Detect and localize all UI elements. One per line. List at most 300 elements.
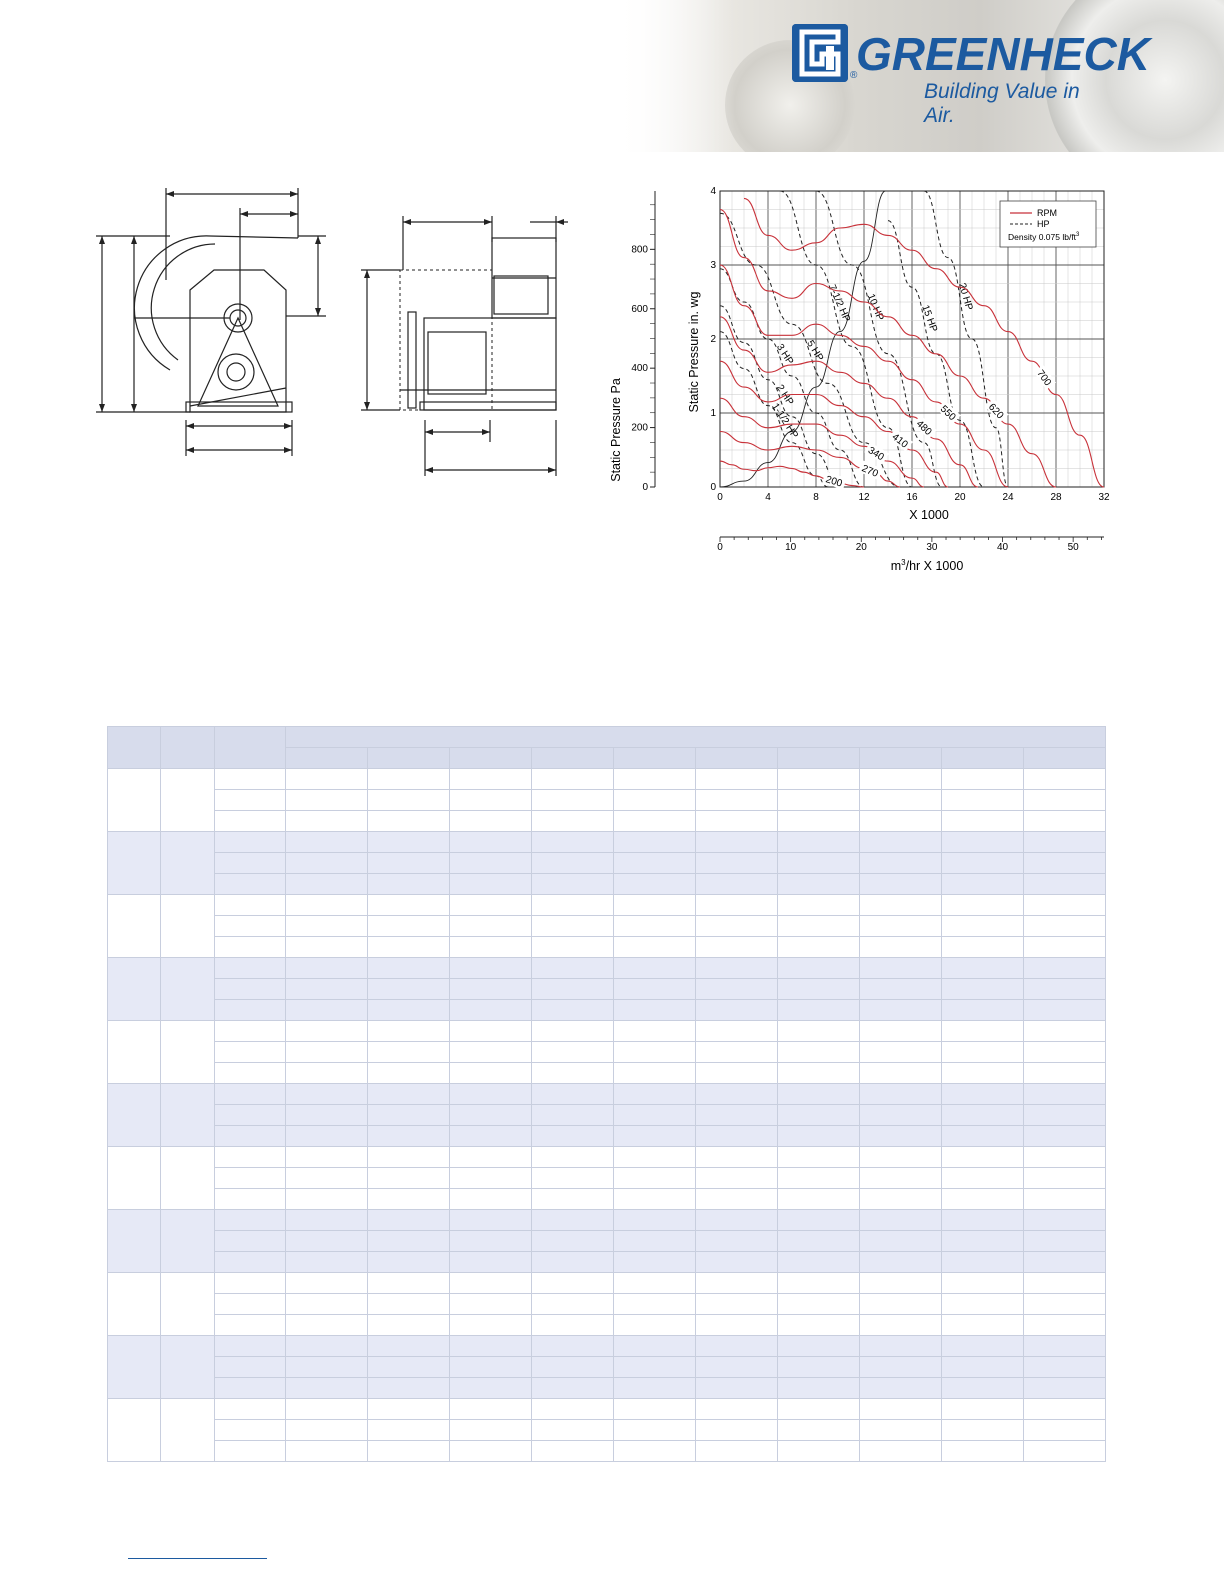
table-cell bbox=[368, 1042, 450, 1063]
table-cell bbox=[450, 748, 532, 769]
table-cell bbox=[778, 1315, 860, 1336]
table-cell bbox=[942, 1336, 1024, 1357]
table-cell bbox=[778, 1273, 860, 1294]
table-cell bbox=[108, 1147, 161, 1210]
rpm-line-label: 550 bbox=[937, 403, 958, 424]
table-cell bbox=[161, 769, 215, 832]
table-cell bbox=[696, 1210, 778, 1231]
table-cell bbox=[108, 1084, 161, 1147]
table-cell bbox=[286, 1105, 368, 1126]
footer-link-underline bbox=[128, 1558, 267, 1559]
table-cell bbox=[614, 937, 696, 958]
table-cell bbox=[696, 832, 778, 853]
hp-line-label: 15 HP bbox=[919, 303, 940, 334]
table-cell bbox=[215, 1231, 286, 1252]
table-cell bbox=[532, 1231, 614, 1252]
table-cell bbox=[696, 1315, 778, 1336]
table-cell bbox=[860, 769, 942, 790]
table-cell bbox=[215, 1189, 286, 1210]
table-cell bbox=[860, 853, 942, 874]
rpm-line-label: 340 bbox=[865, 445, 886, 464]
table-cell bbox=[215, 874, 286, 895]
table-cell bbox=[450, 1126, 532, 1147]
table-cell bbox=[368, 1420, 450, 1441]
x-tick-label: 32 bbox=[1098, 492, 1110, 503]
table-cell bbox=[161, 1399, 215, 1462]
table-cell bbox=[215, 1084, 286, 1105]
table-cell bbox=[778, 1252, 860, 1273]
table-cell bbox=[778, 1378, 860, 1399]
table-cell bbox=[1024, 916, 1106, 937]
table-cell bbox=[696, 1063, 778, 1084]
table-cell bbox=[778, 937, 860, 958]
table-cell bbox=[696, 853, 778, 874]
table-cell bbox=[368, 1168, 450, 1189]
y-tick-label: 1 bbox=[710, 408, 716, 419]
table-cell bbox=[1024, 1126, 1106, 1147]
table-cell bbox=[614, 1399, 696, 1420]
table-cell bbox=[614, 1441, 696, 1462]
table-cell bbox=[860, 1126, 942, 1147]
table-cell bbox=[860, 1000, 942, 1021]
table-cell bbox=[532, 1378, 614, 1399]
table-cell bbox=[450, 1063, 532, 1084]
table-cell bbox=[860, 1336, 942, 1357]
table-cell bbox=[108, 1273, 161, 1336]
table-cell bbox=[1024, 1273, 1106, 1294]
table-row bbox=[108, 1357, 1106, 1378]
table-cell bbox=[450, 1315, 532, 1336]
table-cell bbox=[286, 790, 368, 811]
performance-chart-svg bbox=[600, 180, 1120, 580]
table-row bbox=[108, 979, 1106, 1000]
table-cell bbox=[450, 1210, 532, 1231]
table-cell bbox=[778, 1063, 860, 1084]
table-cell bbox=[778, 790, 860, 811]
table-cell bbox=[286, 1336, 368, 1357]
table-cell bbox=[860, 979, 942, 1000]
table-cell bbox=[1024, 1084, 1106, 1105]
table-cell bbox=[860, 1189, 942, 1210]
table-cell bbox=[696, 1252, 778, 1273]
table-row bbox=[108, 769, 1106, 790]
table-cell bbox=[215, 832, 286, 853]
x-axis-title: X 1000 bbox=[909, 508, 949, 522]
table-cell bbox=[286, 958, 368, 979]
table-cell bbox=[778, 1168, 860, 1189]
rpm-line-label: 410 bbox=[889, 431, 910, 451]
table-cell bbox=[860, 874, 942, 895]
table-row bbox=[108, 1252, 1106, 1273]
x-tick-label: 24 bbox=[1002, 492, 1014, 503]
table-cell bbox=[696, 937, 778, 958]
table-cell bbox=[215, 1294, 286, 1315]
table-cell bbox=[286, 1021, 368, 1042]
table-cell bbox=[614, 790, 696, 811]
table-cell bbox=[532, 1126, 614, 1147]
table-cell bbox=[532, 1084, 614, 1105]
table-cell bbox=[778, 832, 860, 853]
table-cell bbox=[1024, 1357, 1106, 1378]
table-cell bbox=[532, 958, 614, 979]
performance-table bbox=[107, 726, 1105, 1462]
greenheck-mark-icon bbox=[792, 24, 848, 82]
table-cell bbox=[286, 832, 368, 853]
table-cell bbox=[778, 1357, 860, 1378]
table-cell bbox=[532, 1294, 614, 1315]
rpm-line-label: 480 bbox=[913, 418, 934, 438]
table-cell bbox=[161, 1084, 215, 1147]
table-cell bbox=[614, 1126, 696, 1147]
table-cell bbox=[532, 1420, 614, 1441]
table-cell bbox=[778, 1399, 860, 1420]
table-cell bbox=[860, 916, 942, 937]
table-cell bbox=[860, 1231, 942, 1252]
table-row bbox=[108, 853, 1106, 874]
greenheck-logo bbox=[792, 24, 1150, 127]
table-cell bbox=[1024, 748, 1106, 769]
table-cell bbox=[1024, 1063, 1106, 1084]
table-cell bbox=[450, 1147, 532, 1168]
pa-tick-label: 200 bbox=[631, 422, 648, 434]
m3-tick-label: 50 bbox=[1067, 542, 1079, 553]
table-row bbox=[108, 1021, 1106, 1042]
table-cell bbox=[368, 1189, 450, 1210]
table-cell bbox=[532, 769, 614, 790]
table-cell bbox=[215, 1063, 286, 1084]
table-cell bbox=[108, 1399, 161, 1462]
table-cell bbox=[942, 958, 1024, 979]
table-cell bbox=[450, 811, 532, 832]
table-cell bbox=[860, 1294, 942, 1315]
table-cell bbox=[532, 1252, 614, 1273]
brand-name: GREENHECK bbox=[856, 28, 1150, 80]
table-cell bbox=[368, 1336, 450, 1357]
rpm-line-label: 620 bbox=[985, 401, 1006, 422]
table-cell bbox=[614, 1147, 696, 1168]
hp-line-label: 10 HP bbox=[864, 292, 886, 323]
table-cell bbox=[614, 1336, 696, 1357]
table-cell bbox=[215, 853, 286, 874]
table-cell bbox=[778, 811, 860, 832]
table-cell bbox=[614, 1189, 696, 1210]
rpm-line-label: 700 bbox=[1034, 368, 1053, 389]
table-cell bbox=[942, 1315, 1024, 1336]
table-row bbox=[108, 958, 1106, 979]
table-cell bbox=[942, 1000, 1024, 1021]
legend-hp-label: HP bbox=[1037, 219, 1050, 229]
rpm-line-label: 200 bbox=[824, 474, 844, 490]
table-cell bbox=[215, 1357, 286, 1378]
table-cell bbox=[1024, 1336, 1106, 1357]
table-row bbox=[108, 1147, 1106, 1168]
table-cell bbox=[860, 937, 942, 958]
table-cell bbox=[942, 895, 1024, 916]
table-cell bbox=[532, 895, 614, 916]
table-cell bbox=[161, 1273, 215, 1336]
table-cell bbox=[286, 1420, 368, 1441]
table-cell bbox=[368, 748, 450, 769]
table-row bbox=[108, 1000, 1106, 1021]
table-cell bbox=[108, 727, 161, 769]
table-cell bbox=[614, 1357, 696, 1378]
table-row bbox=[108, 1315, 1106, 1336]
table-cell bbox=[532, 832, 614, 853]
table-cell bbox=[215, 937, 286, 958]
table-cell bbox=[108, 1021, 161, 1084]
table-cell bbox=[286, 874, 368, 895]
table-cell bbox=[286, 1168, 368, 1189]
table-header-row bbox=[108, 727, 1106, 748]
pa-tick-label: 0 bbox=[642, 482, 648, 493]
hp-line-label: 1-1/2 HP bbox=[769, 401, 800, 441]
table-cell bbox=[450, 769, 532, 790]
chart-legend bbox=[1000, 201, 1096, 247]
table-row bbox=[108, 1084, 1106, 1105]
table-cell bbox=[450, 1105, 532, 1126]
table-cell bbox=[696, 1168, 778, 1189]
m3-tick-label: 20 bbox=[855, 542, 867, 553]
table-cell bbox=[696, 958, 778, 979]
y-tick-label: 4 bbox=[710, 186, 716, 197]
table-cell bbox=[614, 1084, 696, 1105]
table-cell bbox=[942, 1105, 1024, 1126]
table-cell bbox=[286, 1231, 368, 1252]
table-cell bbox=[108, 1210, 161, 1273]
table-cell bbox=[696, 1378, 778, 1399]
svg-text:Density 0.075 lb/ft3 bbox=[1008, 232, 1080, 242]
table-cell bbox=[942, 1441, 1024, 1462]
table-cell bbox=[368, 1441, 450, 1462]
table-cell bbox=[860, 832, 942, 853]
table-cell bbox=[368, 1105, 450, 1126]
table-cell bbox=[532, 1399, 614, 1420]
table-cell bbox=[778, 1126, 860, 1147]
table-cell bbox=[696, 1420, 778, 1441]
table-cell bbox=[215, 1147, 286, 1168]
table-cell bbox=[1024, 1210, 1106, 1231]
table-cell bbox=[860, 1399, 942, 1420]
table-row bbox=[108, 916, 1106, 937]
table-cell bbox=[532, 1273, 614, 1294]
table-cell bbox=[532, 1000, 614, 1021]
table-cell bbox=[1024, 1021, 1106, 1042]
table-cell bbox=[108, 832, 161, 895]
table-cell bbox=[1024, 937, 1106, 958]
table-cell bbox=[942, 1231, 1024, 1252]
table-cell bbox=[532, 1021, 614, 1042]
table-cell bbox=[1024, 1168, 1106, 1189]
table-cell bbox=[942, 1378, 1024, 1399]
table-row bbox=[108, 1105, 1106, 1126]
table-cell bbox=[1024, 1042, 1106, 1063]
table-cell bbox=[532, 1441, 614, 1462]
table-cell bbox=[614, 1420, 696, 1441]
table-cell bbox=[942, 1042, 1024, 1063]
table-cell bbox=[778, 1042, 860, 1063]
table-cell bbox=[1024, 958, 1106, 979]
table-cell bbox=[450, 832, 532, 853]
x-tick-label: 20 bbox=[954, 492, 966, 503]
table-cell bbox=[942, 1063, 1024, 1084]
table-cell bbox=[1024, 874, 1106, 895]
table-cell bbox=[161, 832, 215, 895]
table-cell bbox=[696, 895, 778, 916]
table-cell bbox=[215, 1336, 286, 1357]
table-cell bbox=[532, 937, 614, 958]
table-cell bbox=[778, 958, 860, 979]
table-cell bbox=[450, 937, 532, 958]
table-cell bbox=[942, 790, 1024, 811]
table-cell bbox=[450, 874, 532, 895]
table-cell bbox=[215, 958, 286, 979]
table-cell bbox=[532, 1168, 614, 1189]
table-cell bbox=[696, 769, 778, 790]
table-cell bbox=[215, 1378, 286, 1399]
table-cell bbox=[286, 811, 368, 832]
table-cell bbox=[1024, 895, 1106, 916]
table-cell bbox=[1024, 979, 1106, 1000]
fan-front-and-side-view bbox=[90, 180, 570, 480]
table-row bbox=[108, 790, 1106, 811]
table-cell bbox=[614, 748, 696, 769]
table-cell bbox=[286, 1378, 368, 1399]
table-cell bbox=[368, 1315, 450, 1336]
table-row bbox=[108, 1168, 1106, 1189]
x-tick-label: 8 bbox=[813, 492, 819, 503]
table-cell bbox=[942, 1252, 1024, 1273]
table-cell bbox=[778, 1441, 860, 1462]
table-cell bbox=[942, 1273, 1024, 1294]
table-cell bbox=[860, 1357, 942, 1378]
table-cell bbox=[614, 958, 696, 979]
table-cell bbox=[215, 1021, 286, 1042]
y-tick-label: 3 bbox=[710, 260, 716, 271]
table-cell bbox=[450, 790, 532, 811]
table-cell bbox=[696, 1294, 778, 1315]
table-cell bbox=[614, 916, 696, 937]
table-row bbox=[108, 1273, 1106, 1294]
table-cell bbox=[860, 1042, 942, 1063]
y-tick-label: 2 bbox=[710, 334, 716, 345]
table-row bbox=[108, 1063, 1106, 1084]
table-cell bbox=[286, 1252, 368, 1273]
table-cell bbox=[942, 1189, 1024, 1210]
table-cell bbox=[696, 874, 778, 895]
table-cell bbox=[860, 790, 942, 811]
table-cell bbox=[532, 1063, 614, 1084]
table-cell bbox=[368, 874, 450, 895]
table-cell bbox=[1024, 1420, 1106, 1441]
table-cell bbox=[614, 979, 696, 1000]
table-cell bbox=[532, 1210, 614, 1231]
table-cell bbox=[860, 1021, 942, 1042]
table-cell bbox=[696, 1147, 778, 1168]
table-cell bbox=[778, 1084, 860, 1105]
table-cell bbox=[532, 916, 614, 937]
table-cell bbox=[161, 1336, 215, 1399]
table-cell bbox=[450, 1336, 532, 1357]
table-cell bbox=[696, 1441, 778, 1462]
table-cell bbox=[860, 811, 942, 832]
table-cell bbox=[368, 853, 450, 874]
hp-line-label: 2 HP bbox=[773, 382, 796, 408]
table-cell bbox=[1024, 832, 1106, 853]
table-cell bbox=[368, 1252, 450, 1273]
table-cell bbox=[286, 1189, 368, 1210]
table-cell bbox=[286, 727, 1106, 748]
table-cell bbox=[1024, 1000, 1106, 1021]
table-cell bbox=[450, 1168, 532, 1189]
table-cell bbox=[532, 811, 614, 832]
table-row bbox=[108, 1042, 1106, 1063]
table-cell bbox=[450, 916, 532, 937]
table-cell bbox=[450, 1294, 532, 1315]
table-cell bbox=[942, 1021, 1024, 1042]
table-cell bbox=[696, 1126, 778, 1147]
table-cell bbox=[778, 1336, 860, 1357]
table-cell bbox=[696, 1357, 778, 1378]
table-cell bbox=[614, 1105, 696, 1126]
table-cell bbox=[778, 916, 860, 937]
table-cell bbox=[696, 1399, 778, 1420]
table-cell bbox=[942, 769, 1024, 790]
table-cell bbox=[450, 1378, 532, 1399]
table-cell bbox=[450, 1042, 532, 1063]
table-cell bbox=[1024, 811, 1106, 832]
table-cell bbox=[450, 979, 532, 1000]
table-cell bbox=[614, 1315, 696, 1336]
table-cell bbox=[778, 769, 860, 790]
table-cell bbox=[108, 769, 161, 832]
table-cell bbox=[532, 874, 614, 895]
table-cell bbox=[614, 832, 696, 853]
table-cell bbox=[368, 958, 450, 979]
x-tick-label: 16 bbox=[906, 492, 918, 503]
table-cell bbox=[696, 1084, 778, 1105]
table-cell bbox=[450, 1273, 532, 1294]
table-cell bbox=[614, 874, 696, 895]
table-cell bbox=[368, 1378, 450, 1399]
table-cell bbox=[215, 1441, 286, 1462]
table-cell bbox=[532, 1042, 614, 1063]
table-cell bbox=[696, 916, 778, 937]
table-row bbox=[108, 1336, 1106, 1357]
x-tick-label: 12 bbox=[858, 492, 870, 503]
table-cell bbox=[108, 895, 161, 958]
table-cell bbox=[161, 1147, 215, 1210]
table-cell bbox=[778, 979, 860, 1000]
table-row bbox=[108, 1294, 1106, 1315]
table-cell bbox=[696, 1231, 778, 1252]
hp-line-label: 3 HP bbox=[773, 342, 796, 367]
table-cell bbox=[450, 853, 532, 874]
table-cell bbox=[532, 979, 614, 1000]
table-cell bbox=[860, 958, 942, 979]
table-cell bbox=[942, 1084, 1024, 1105]
table-cell bbox=[614, 1042, 696, 1063]
table-cell bbox=[1024, 1252, 1106, 1273]
hp-line-label: 7-1/2 HP bbox=[826, 283, 853, 324]
table-cell bbox=[614, 1000, 696, 1021]
table-cell bbox=[778, 1147, 860, 1168]
x-tick-label: 28 bbox=[1050, 492, 1062, 503]
table-cell bbox=[286, 1315, 368, 1336]
table-cell bbox=[368, 790, 450, 811]
table-cell bbox=[215, 979, 286, 1000]
table-cell bbox=[942, 937, 1024, 958]
table-cell bbox=[860, 895, 942, 916]
